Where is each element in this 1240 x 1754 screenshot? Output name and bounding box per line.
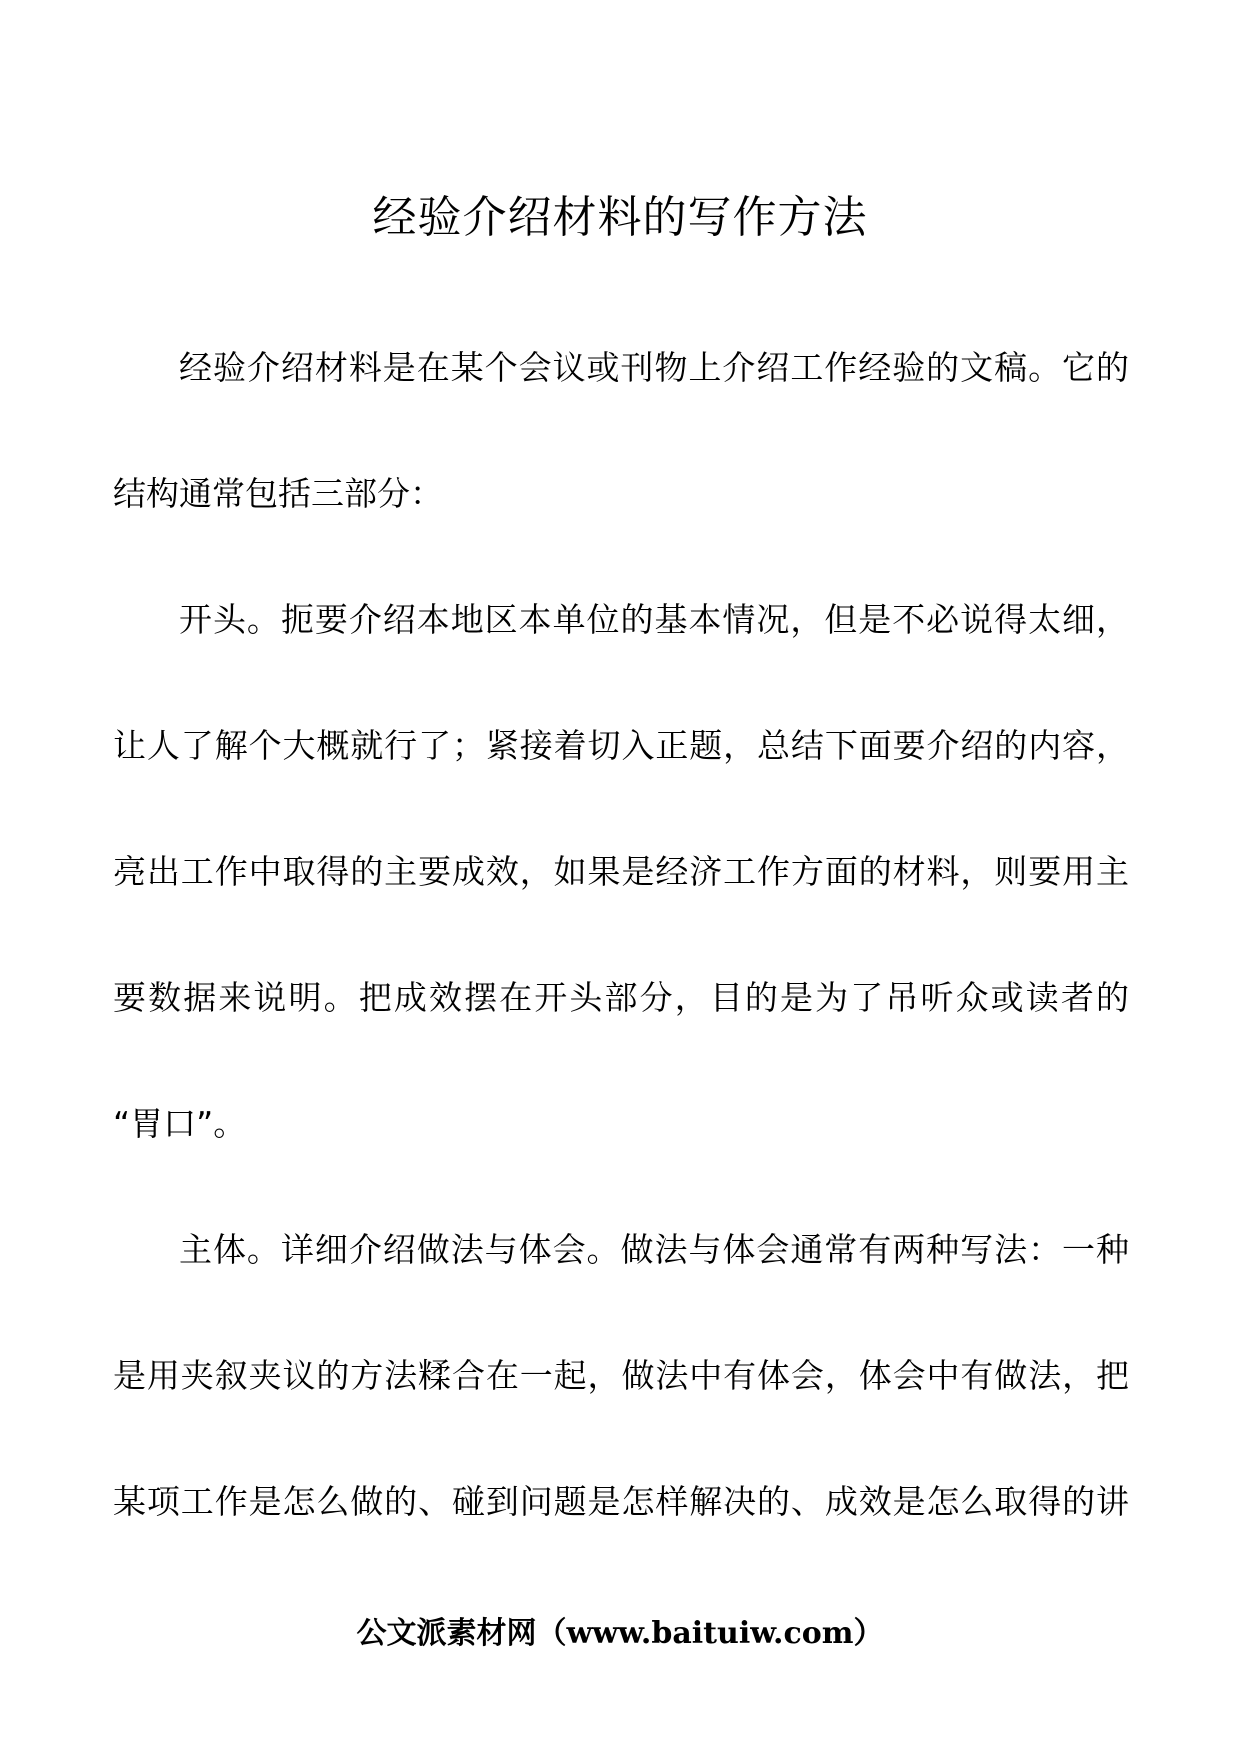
- footer-watermark: 公文派素材网（www.baituiw.com）: [356, 1616, 884, 1651]
- body-line-1: 经验介绍材料是在某个会议或刊物上介绍工作经验的文稿。它的: [179, 348, 1129, 387]
- document-body: [113, 338, 1129, 1598]
- body-line-5: 亮出工作中取得的主要成效，如果是经济工作方面的材料，则要用主: [113, 852, 1129, 891]
- body-line-3: 开头。扼要介绍本地区本单位的基本情况，但是不必说得太细，: [179, 600, 1129, 639]
- body-line-6: 要数据来说明。把成效摆在开头部分，目的是为了吊听众或读者的: [113, 978, 1129, 1017]
- body-line-7: “胃口”。: [113, 1104, 247, 1143]
- document-title: 经验介绍材料的写作方法: [372, 192, 868, 243]
- body-line-4: 让人了解个大概就行了；紧接着切入正题，总结下面要介绍的内容，: [113, 726, 1129, 765]
- body-line-8: 主体。详细介绍做法与体会。做法与体会通常有两种写法：一种: [179, 1230, 1129, 1269]
- body-line-2: 结构通常包括三部分：: [113, 474, 443, 513]
- body-line-10: 某项工作是怎么做的、碰到问题是怎样解决的、成效是怎么取得的讲: [113, 1482, 1129, 1521]
- body-line-9: 是用夹叙夹议的方法糅合在一起，做法中有体会，体会中有做法，把: [113, 1356, 1129, 1395]
